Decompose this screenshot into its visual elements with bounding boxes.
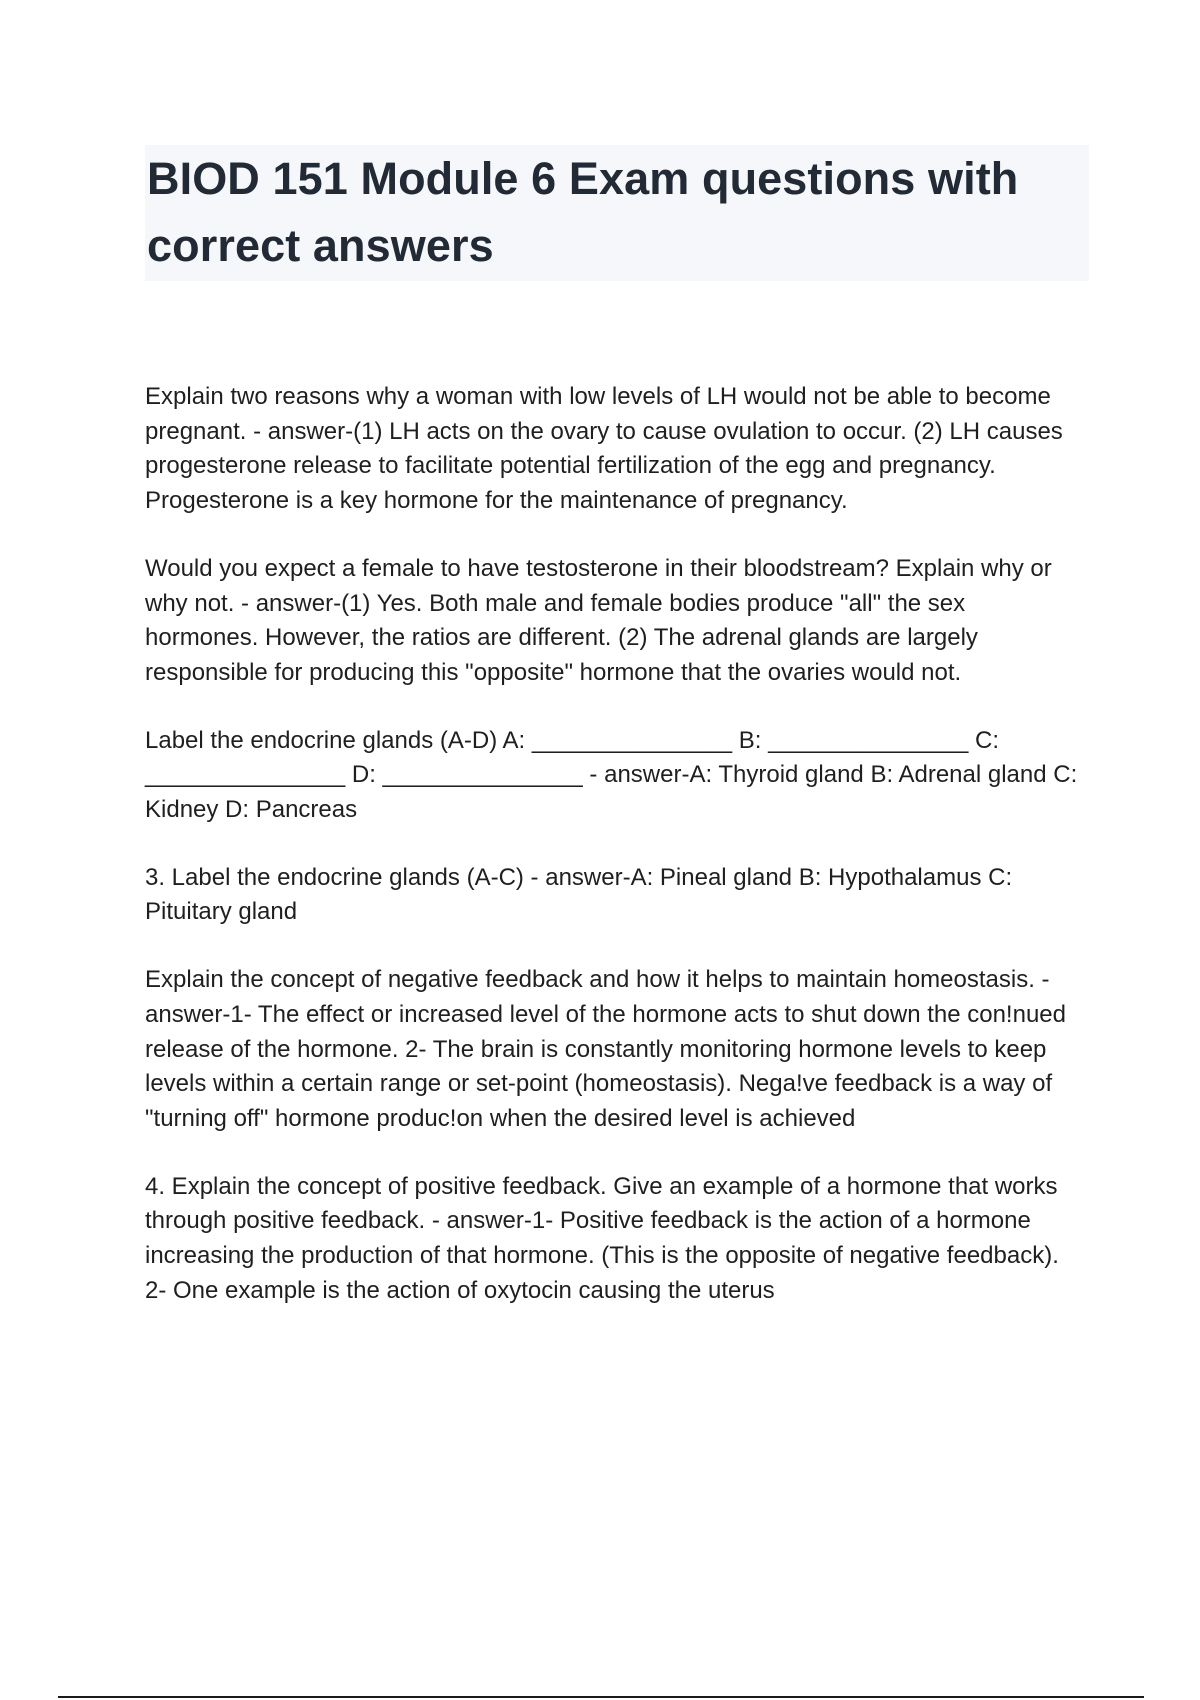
title-band xyxy=(145,145,1089,281)
document-title: BIOD 151 Module 6 Exam questions with correct answers xyxy=(147,153,1019,271)
qa-entry: 4. Explain the concept of positive feedback. Give an example of a hormone that works through positive feedback. - answer-1- Positive feedback is the action of a hormone increasing the production of that hormone. (This is the opposite of negative feedback). 2- One example is the action of oxytocin causing the uterus xyxy=(145,1172,1059,1304)
qa-entry: Explain two reasons why a woman with low levels of LH would not be able to become pregnant. - answer-(1) LH acts on the ovary to cause ovulation to occur. (2) LH causes progesterone release to facilitate potential fertilization of the egg and pregnancy. Progesterone is a key hormone for the maintenance of pregnancy. xyxy=(145,383,1063,515)
qa-entry: Label the endocrine glands (A-D) A: _______________ B: _______________ C: _______________ D: _______________ - answer-A: Thyroid gland B: Adrenal gland C: Kidney D: Pancreas xyxy=(145,726,1078,824)
footer-divider xyxy=(58,1696,1144,1698)
qa-entry: Would you expect a female to have testosterone in their bloodstream? Explain why or why not. - answer-(1) Yes. Both male and female bodies produce "all" the sex hormones. However, the ratios are different. (2) The adrenal glands are largely responsible for producing this "opposite" hormone that the ovaries would not. xyxy=(145,554,1052,686)
qa-list xyxy=(145,380,1085,1341)
qa-entry: 3. Label the endocrine glands (A-C) - answer-A: Pineal gland B: Hypothalamus C: Pituitary gland xyxy=(145,863,1013,926)
qa-entry: Explain the concept of negative feedback and how it helps to maintain homeostasis. - answer-1- The effect or increased level of the hormone acts to shut down the con!nued release of the hormone. 2- The brain is constantly monitoring hormone levels to keep levels within a certain range or set-point (homeostasis). Nega!ve feedback is a way of "turning off" hormone produc!on when the desired level is achieved xyxy=(145,966,1066,1132)
